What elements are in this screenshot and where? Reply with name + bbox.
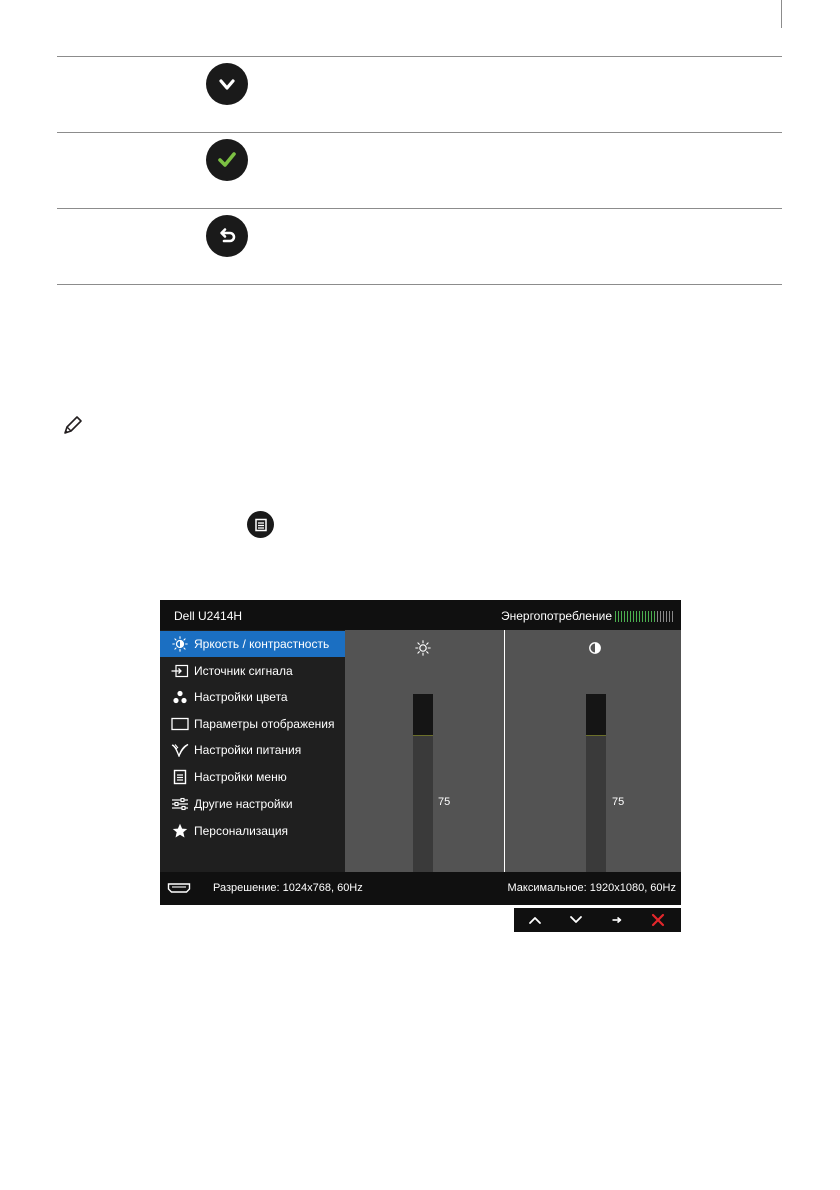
- energy-bar: [618, 611, 619, 622]
- energy-bar: [621, 611, 622, 622]
- energy-bar: [639, 611, 640, 622]
- table-rule: [57, 132, 782, 133]
- contrast-slider-empty: [586, 694, 606, 735]
- energy-bar: [645, 611, 646, 622]
- osd-header: [160, 600, 681, 630]
- display-settings-icon: [170, 716, 190, 732]
- chevron-down-icon: [569, 915, 583, 925]
- contrast-icon: [587, 640, 603, 656]
- osd-menu-item-label: Настройки питания: [194, 743, 302, 757]
- enter-button[interactable]: [596, 908, 637, 932]
- osd-menu-item[interactable]: [160, 658, 345, 684]
- energy-bar: [642, 611, 643, 622]
- color-settings-icon: [170, 689, 190, 705]
- contrast-slider[interactable]: [586, 694, 606, 881]
- osd-menu-item-label: Источник сигнала: [194, 664, 293, 678]
- brightness-slider[interactable]: [413, 694, 433, 881]
- table-rule: [57, 208, 782, 209]
- brightness-panel: [345, 630, 504, 872]
- osd-menu-item[interactable]: [160, 791, 345, 817]
- osd-footer: [160, 872, 681, 905]
- osd-menu-item-label: Персонализация: [194, 824, 289, 838]
- back-button: [206, 215, 248, 257]
- osd-menu-item[interactable]: [160, 684, 345, 710]
- osd-menu-item[interactable]: [160, 737, 345, 763]
- energy-bar: [636, 611, 637, 622]
- osd-menu-item-label: Параметры отображения: [194, 717, 335, 731]
- energy-bar: [660, 611, 661, 622]
- energy-label: Энергопотребление: [500, 609, 612, 623]
- down-button: [206, 63, 248, 105]
- contrast-slider-level: [586, 735, 606, 736]
- energy-bar: [663, 611, 664, 622]
- table-rule-top: [57, 56, 782, 57]
- osd-menu-item-label: Настройки меню: [194, 770, 287, 784]
- personalize-star-icon: [170, 823, 190, 839]
- brightness-slider-empty: [413, 694, 433, 735]
- brightness-slider-level: [413, 735, 433, 736]
- input-source-icon: [170, 663, 190, 679]
- note-pencil-icon: [62, 414, 84, 436]
- power-settings-icon: [170, 742, 190, 758]
- energy-bars: [615, 611, 675, 622]
- arrow-right-icon: [610, 915, 624, 925]
- menu-settings-icon: [170, 769, 190, 785]
- energy-bar: [627, 611, 628, 622]
- hdmi-icon: [167, 882, 191, 894]
- energy-bar: [669, 611, 670, 622]
- brightness-contrast-icon: [170, 636, 190, 652]
- energy-bar: [654, 611, 655, 622]
- ok-button: [206, 139, 248, 181]
- down-nav-button[interactable]: [555, 908, 596, 932]
- current-resolution: Разрешение: 1024x768, 60Hz: [213, 882, 363, 894]
- energy-bar: [651, 611, 652, 622]
- osd-menu-item-label: Яркость / контрастность: [194, 637, 330, 651]
- osd-menu-item[interactable]: [160, 818, 345, 844]
- brightness-value: 75: [438, 796, 451, 808]
- osd-main-menu: [160, 630, 345, 872]
- up-button[interactable]: [514, 908, 555, 932]
- other-settings-icon: [170, 796, 190, 812]
- table-rule-bottom: [57, 284, 782, 285]
- exit-button[interactable]: [637, 908, 678, 932]
- energy-bar: [630, 611, 631, 622]
- close-icon: [651, 913, 665, 927]
- energy-bar: [624, 611, 625, 622]
- back-arrow-icon: [216, 225, 238, 247]
- energy-bar: [657, 611, 658, 622]
- chevron-up-icon: [528, 915, 542, 925]
- energy-bar: [648, 611, 649, 622]
- osd-nav-bar: [514, 908, 681, 932]
- contrast-panel: [505, 630, 681, 872]
- osd-menu-item[interactable]: [160, 764, 345, 790]
- osd-menu: [160, 600, 681, 905]
- energy-bar: [615, 611, 616, 622]
- contrast-value: 75: [612, 796, 625, 808]
- max-resolution: Максимальное: 1920x1080, 60Hz: [507, 882, 676, 894]
- energy-bar: [633, 611, 634, 622]
- menu-list-icon: [254, 518, 268, 532]
- chevron-down-icon: [217, 74, 237, 94]
- energy-bar: [666, 611, 667, 622]
- osd-menu-item[interactable]: [160, 631, 345, 657]
- osd-menu-item[interactable]: [160, 711, 345, 737]
- check-icon: [216, 149, 238, 171]
- energy-meter: [501, 609, 675, 623]
- sun-icon: [415, 640, 431, 656]
- osd-menu-item-label: Настройки цвета: [194, 690, 288, 704]
- energy-bar: [672, 611, 673, 622]
- monitor-model: Dell U2414H: [174, 609, 243, 623]
- osd-menu-item-label: Другие настройки: [194, 797, 293, 811]
- page-corner-line: [781, 0, 782, 28]
- menu-button-icon: [247, 511, 274, 538]
